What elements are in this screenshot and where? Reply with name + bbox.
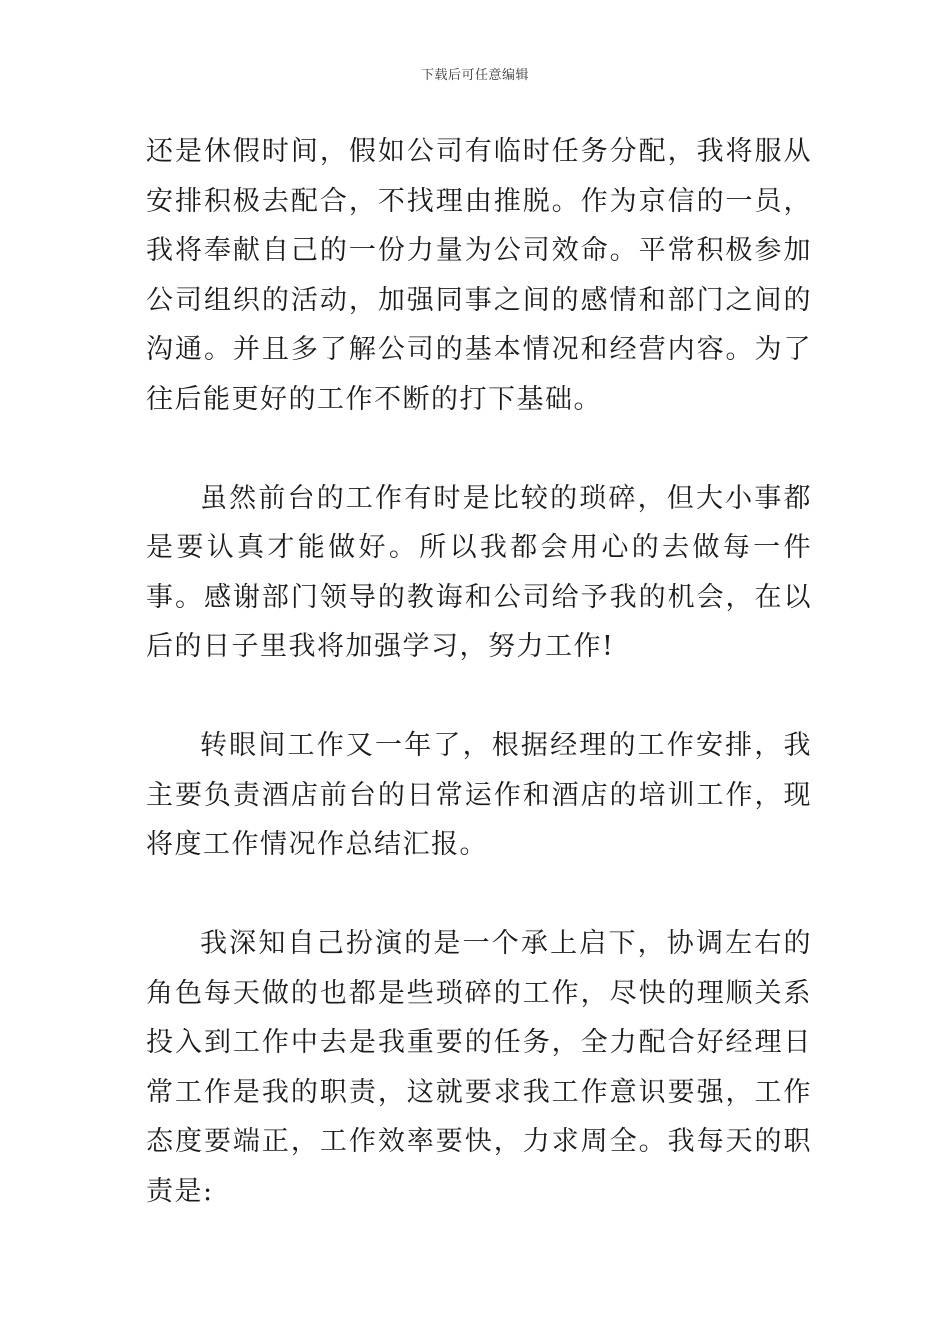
paragraph-4: 我深知自己扮演的是一个承上启下，协调左右的角色每天做的也都是些琐碎的工作，尽快的理顺关系投入到工作中去是我重要的任务，全力配合好经理日常工作是我的职责，这就要求我工作意识要强，工作态度要端正，工作效率要快，力求周全。我每天的职责是: [146,928,812,1207]
paragraph-1: 还是休假时间，假如公司有临时任务分配，我将服从安排积极去配合，不找理由推脱。作为京信的一员，我将奉献自己的一份力量为公司效命。平常积极参加公司组织的活动，加强同事之间的感情和部门之间的沟通。并且多了解公司的基本情况和经营内容。为了往后能更好的工作不断的打下基础。 [146,136,812,415]
paragraph-3: 转眼间工作又一年了，根据经理的工作安排，我主要负责酒店前台的日常运作和酒店的培训工作，现将度工作情况作总结汇报。 [146,730,812,860]
page-header: 下载后可任意编辑 [420,68,529,83]
paragraph-2: 虽然前台的工作有时是比较的琐碎，但大小事都是要认真才能做好。所以我都会用心的去做每一件事。感谢部门领导的教诲和公司给予我的机会，在以后的日子里我将加强学习，努力工作! [146,482,812,662]
document-body [146,127,812,1216]
